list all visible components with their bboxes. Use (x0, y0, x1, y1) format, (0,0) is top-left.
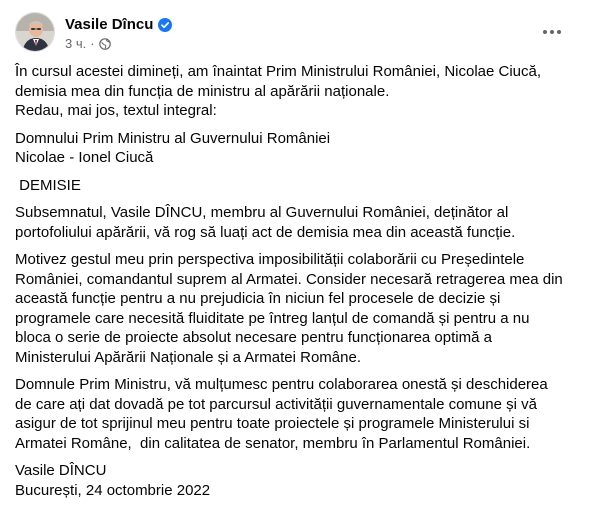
post-paragraph: În cursul acestei dimineți, am înaintat Prim Ministrului României, Nicolae Ciucă, demisia mea din funcția de ministru al apărării naționale. Redau, mai jos, textul integral: (15, 63, 542, 119)
post-paragraph: Vasile DÎNCU București, 24 octombrie 2022 (15, 462, 211, 499)
globe-icon[interactable] (99, 38, 111, 50)
author-name[interactable]: Vasile Dîncu (65, 16, 154, 33)
post-paragraph: Domnule Prim Ministru, vă mulțumesc pentru colaborarea onestă și deschiderea de care ați dat dovadă pe tot parcursul activității guvernamentale comune și vă asigur de tot sprijinul meu pentru toate proiectele și programele Ministerului si Armatei Române, din calitatea de senator, membru în Parlamentul României. (15, 376, 548, 452)
post-paragraph: Subsemnatul, Vasile DÎNCU, membru al Guvernului României, deținător al portofoliului apărării, vă rog să luați act de demisia mea din această funcție. (15, 204, 516, 241)
author-avatar[interactable] (15, 12, 55, 52)
meta-separator: · (90, 36, 95, 51)
post-paragraph: DEMISIE (15, 176, 81, 194)
verified-badge-icon (158, 18, 172, 32)
post-timestamp[interactable]: 3 ч. (65, 36, 87, 51)
post-paragraph: Domnului Prim Ministru al Guvernului României Nicolae - Ionel Ciucă (15, 129, 331, 166)
post-header (15, 12, 576, 56)
post-paragraph: Motivez gestul meu prin perspectiva imposibilității colaborării cu Președintele României, comandantul suprem al Armatei. Consider necesară retragerea mea din această funcție pentru a nu prejudicia în niciun fel procesele de decizie și programele care necesită fluiditate pe întreg lanțul de comandă și pentru a nu bloca o serie de proiecte absolut necesare pentru funcționarea optimă a Ministerului Apărării Naționale și a Armatei Române. (15, 251, 563, 366)
post-body (15, 62, 580, 508)
more-options-icon[interactable] (540, 22, 564, 42)
avatar-image (16, 13, 55, 52)
